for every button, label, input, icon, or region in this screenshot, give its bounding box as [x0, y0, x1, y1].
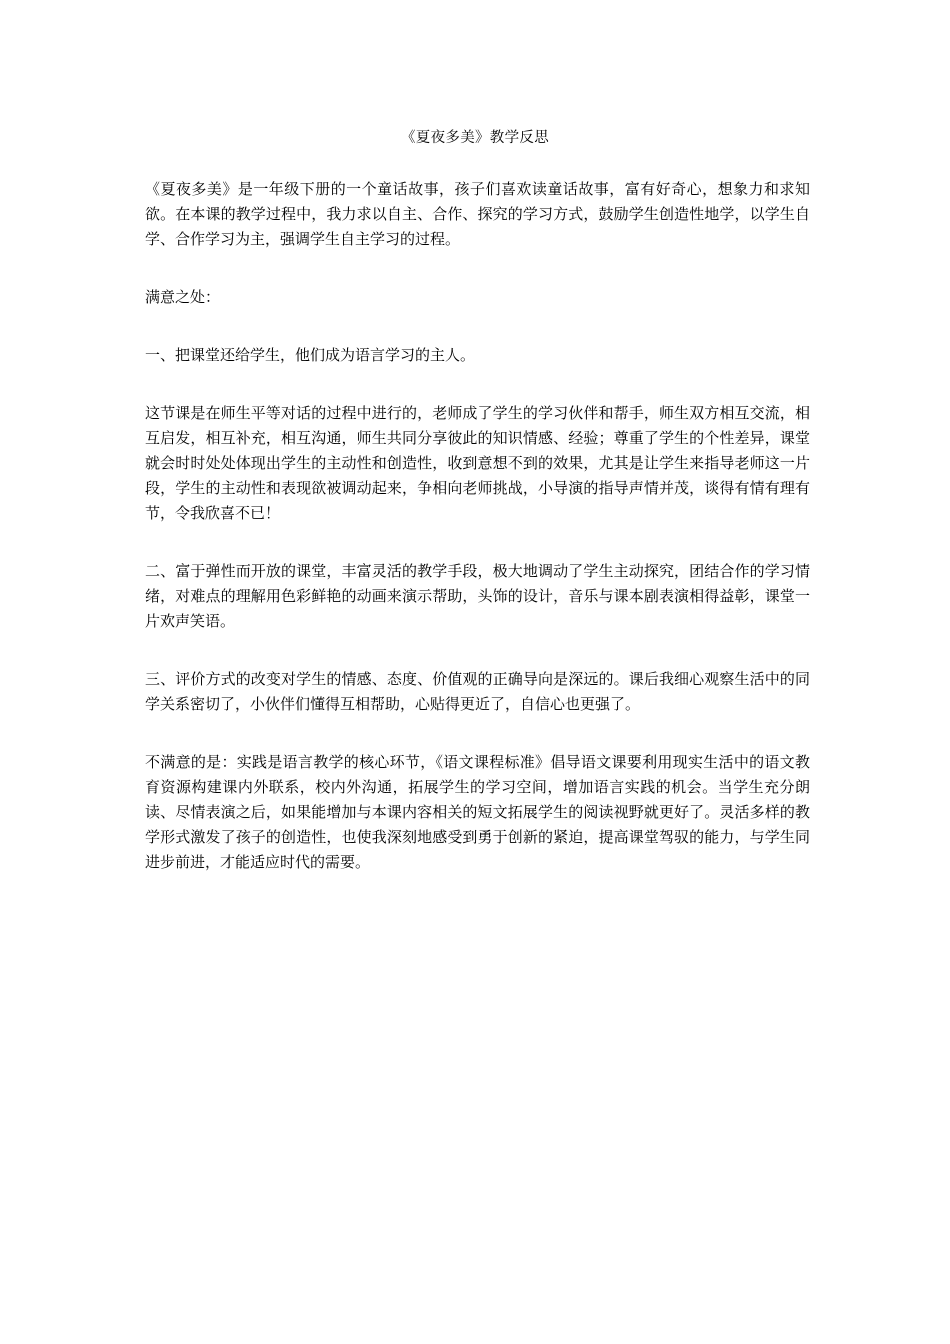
point-one-heading: 一、把课堂还给学生，他们成为语言学习的主人。 — [145, 346, 476, 364]
point-three-paragraph: 三、评价方式的改变对学生的情感、态度、价值观的正确导向是深远的。课后我细心观察生活中的同学关系密切了，小伙伴们懂得互相帮助，心贴得更近了，自信心也更强了。 — [145, 670, 810, 713]
intro-paragraph: 《夏夜多美》是一年级下册的一个童话故事，孩子们喜欢读童话故事，富有好奇心，想象力和求知欲。在本课的教学过程中，我力求以自主、合作、探究的学习方式，鼓励学生创造性地学，以学生自学、合作学习为主，强调学生自主学习的过程。 — [145, 180, 810, 248]
document-title: 《夏夜多美》教学反思 — [401, 130, 549, 146]
point-one-paragraph: 这节课是在师生平等对话的过程中进行的，老师成了学生的学习伙伴和帮手，师生双方相互交流，相互启发，相互补充，相互沟通，师生共同分享彼此的知识情感、经验；尊重了学生的个性差异，课堂就会时时处处体现出学生的主动性和创造性，收到意想不到的效果，尤其是让学生来指导老师这一片段，学生的主动性和表现欲被调动起来，争相向老师挑战，小导演的指导声情并茂，谈得有情有理有节，令我欣喜不已！ — [145, 404, 810, 522]
point-two-paragraph: 二、富于弹性而开放的课堂，丰富灵活的教学手段，极大地调动了学生主动探究，团结合作的学习情绪，对难点的理解用色彩鲜艳的动画来演示帮助，头饰的设计，音乐与课本剧表演相得益彰，课堂一片欢声笑语。 — [145, 562, 810, 630]
dissatisfied-paragraph: 不满意的是：实践是语言教学的核心环节，《语文课程标准》倡导语文课要利用现实生活中的语文教育资源构建课内外联系，校内外沟通，拓展学生的学习空间，增加语言实践的机会。当学生充分朗读、尽情表演之后，如果能增加与本课内容相关的短文拓展学生的阅读视野就更好了。灵活多样的教学形式激发了孩子的创造性，也使我深刻地感受到勇于创新的紧迫，提高课堂驾驭的能力，与学生同进步前进，才能适应时代的需要。 — [145, 753, 810, 871]
document-body — [145, 177, 810, 908]
satisfied-heading: 满意之处： — [145, 288, 221, 306]
